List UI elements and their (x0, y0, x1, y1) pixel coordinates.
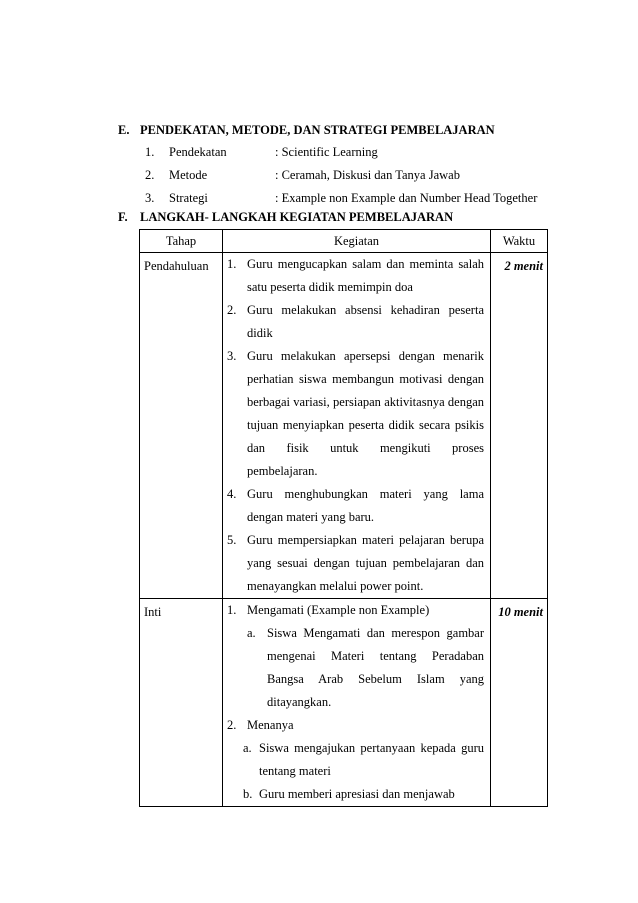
list-item-text: Menanya (247, 718, 294, 732)
tahap-cell: Pendahuluan (144, 259, 209, 273)
list-item (223, 299, 490, 345)
list-item-text: Guru mempersiapkan materi pelajaran berupa yang sesuai dengan tujuan pembelajaran dan menayangkan melalui power point. (247, 533, 484, 593)
approach-item (145, 145, 378, 160)
header-waktu: Waktu (491, 230, 548, 253)
learning-steps-table (139, 229, 548, 807)
sub-list-item-num: a. (247, 626, 256, 640)
header-tahap: Tahap (140, 230, 223, 253)
section-f-title: LANGKAH- LANGKAH KEGIATAN PEMBELAJARAN (140, 210, 454, 224)
approach-item-value: : Scientific Learning (275, 145, 378, 159)
list-item-text: Guru mengucapkan salam dan meminta salah satu peserta didik memimpin doa (247, 257, 484, 294)
section-e-heading (118, 123, 495, 138)
method-item (145, 168, 460, 183)
section-e-letter: E. (118, 123, 130, 137)
list-item (223, 599, 490, 622)
list-item-text: Guru melakukan apersepsi dengan menarik perhatian siswa membangun motivasi dengan berbagai variasi, persiapan aktivitasnya dengan tujuan menyiapkan peserta didik secara psikis dan fisik untuk mengikuti proses pembelajaran. (247, 349, 484, 478)
sub-list-item-text: Siswa Mengamati dan merespon gambar mengenai Materi tentang Peradaban Bangsa Arab Sebelum Islam yang ditayangkan. (267, 626, 484, 709)
list-item-num: 1. (227, 257, 237, 271)
section-f-letter: F. (118, 210, 128, 224)
strategy-item-label: Strategi (169, 191, 208, 205)
method-item-value: : Ceramah, Diskusi dan Tanya Jawab (275, 168, 460, 182)
list-item (223, 253, 490, 299)
sub-list-item-text: Guru memberi apresiasi dan menjawab (259, 787, 455, 801)
sub-list-item (223, 737, 490, 783)
table-header-row (140, 230, 548, 253)
list-item (223, 529, 490, 598)
list-item-num: 3. (227, 349, 237, 363)
list-item-text: Guru menghubungkan materi yang lama dengan materi yang baru. (247, 487, 484, 524)
header-kegiatan: Kegiatan (223, 230, 491, 253)
kegiatan-cell (223, 599, 491, 807)
strategy-item-num: 3. (145, 191, 155, 205)
approach-item-label: Pendekatan (169, 145, 227, 159)
sub-list-item-num: b. (243, 787, 253, 801)
list-item (223, 345, 490, 483)
tahap-cell: Inti (144, 605, 162, 619)
sub-list-item (223, 622, 490, 714)
sub-list-item (223, 783, 490, 806)
waktu-cell: 10 menit (498, 605, 543, 619)
table-row-inti (140, 599, 548, 807)
list-item-text: Mengamati (Example non Example) (247, 603, 430, 617)
list-item (223, 483, 490, 529)
strategy-item-value: : Example non Example dan Number Head Together (275, 191, 538, 205)
waktu-cell: 2 menit (504, 259, 543, 273)
list-item-num: 5. (227, 533, 237, 547)
list-item-num: 2. (227, 303, 237, 317)
sub-list-item-text: Siswa mengajukan pertanyaan kepada guru tentang materi (259, 741, 484, 778)
table-row-pendahuluan (140, 253, 548, 599)
section-f-heading (118, 210, 453, 225)
list-item (223, 714, 490, 737)
list-item-num: 2. (227, 718, 237, 732)
method-item-num: 2. (145, 168, 155, 182)
sub-list-item-num: a. (243, 741, 252, 755)
approach-item-num: 1. (145, 145, 155, 159)
list-item-text: Guru melakukan absensi kehadiran peserta didik (247, 303, 484, 340)
kegiatan-cell (223, 253, 491, 599)
method-item-label: Metode (169, 168, 208, 182)
section-e-title: PENDEKATAN, METODE, DAN STRATEGI PEMBELAJARAN (140, 123, 495, 137)
strategy-item (145, 191, 537, 206)
list-item-num: 4. (227, 487, 237, 501)
list-item-num: 1. (227, 603, 237, 617)
